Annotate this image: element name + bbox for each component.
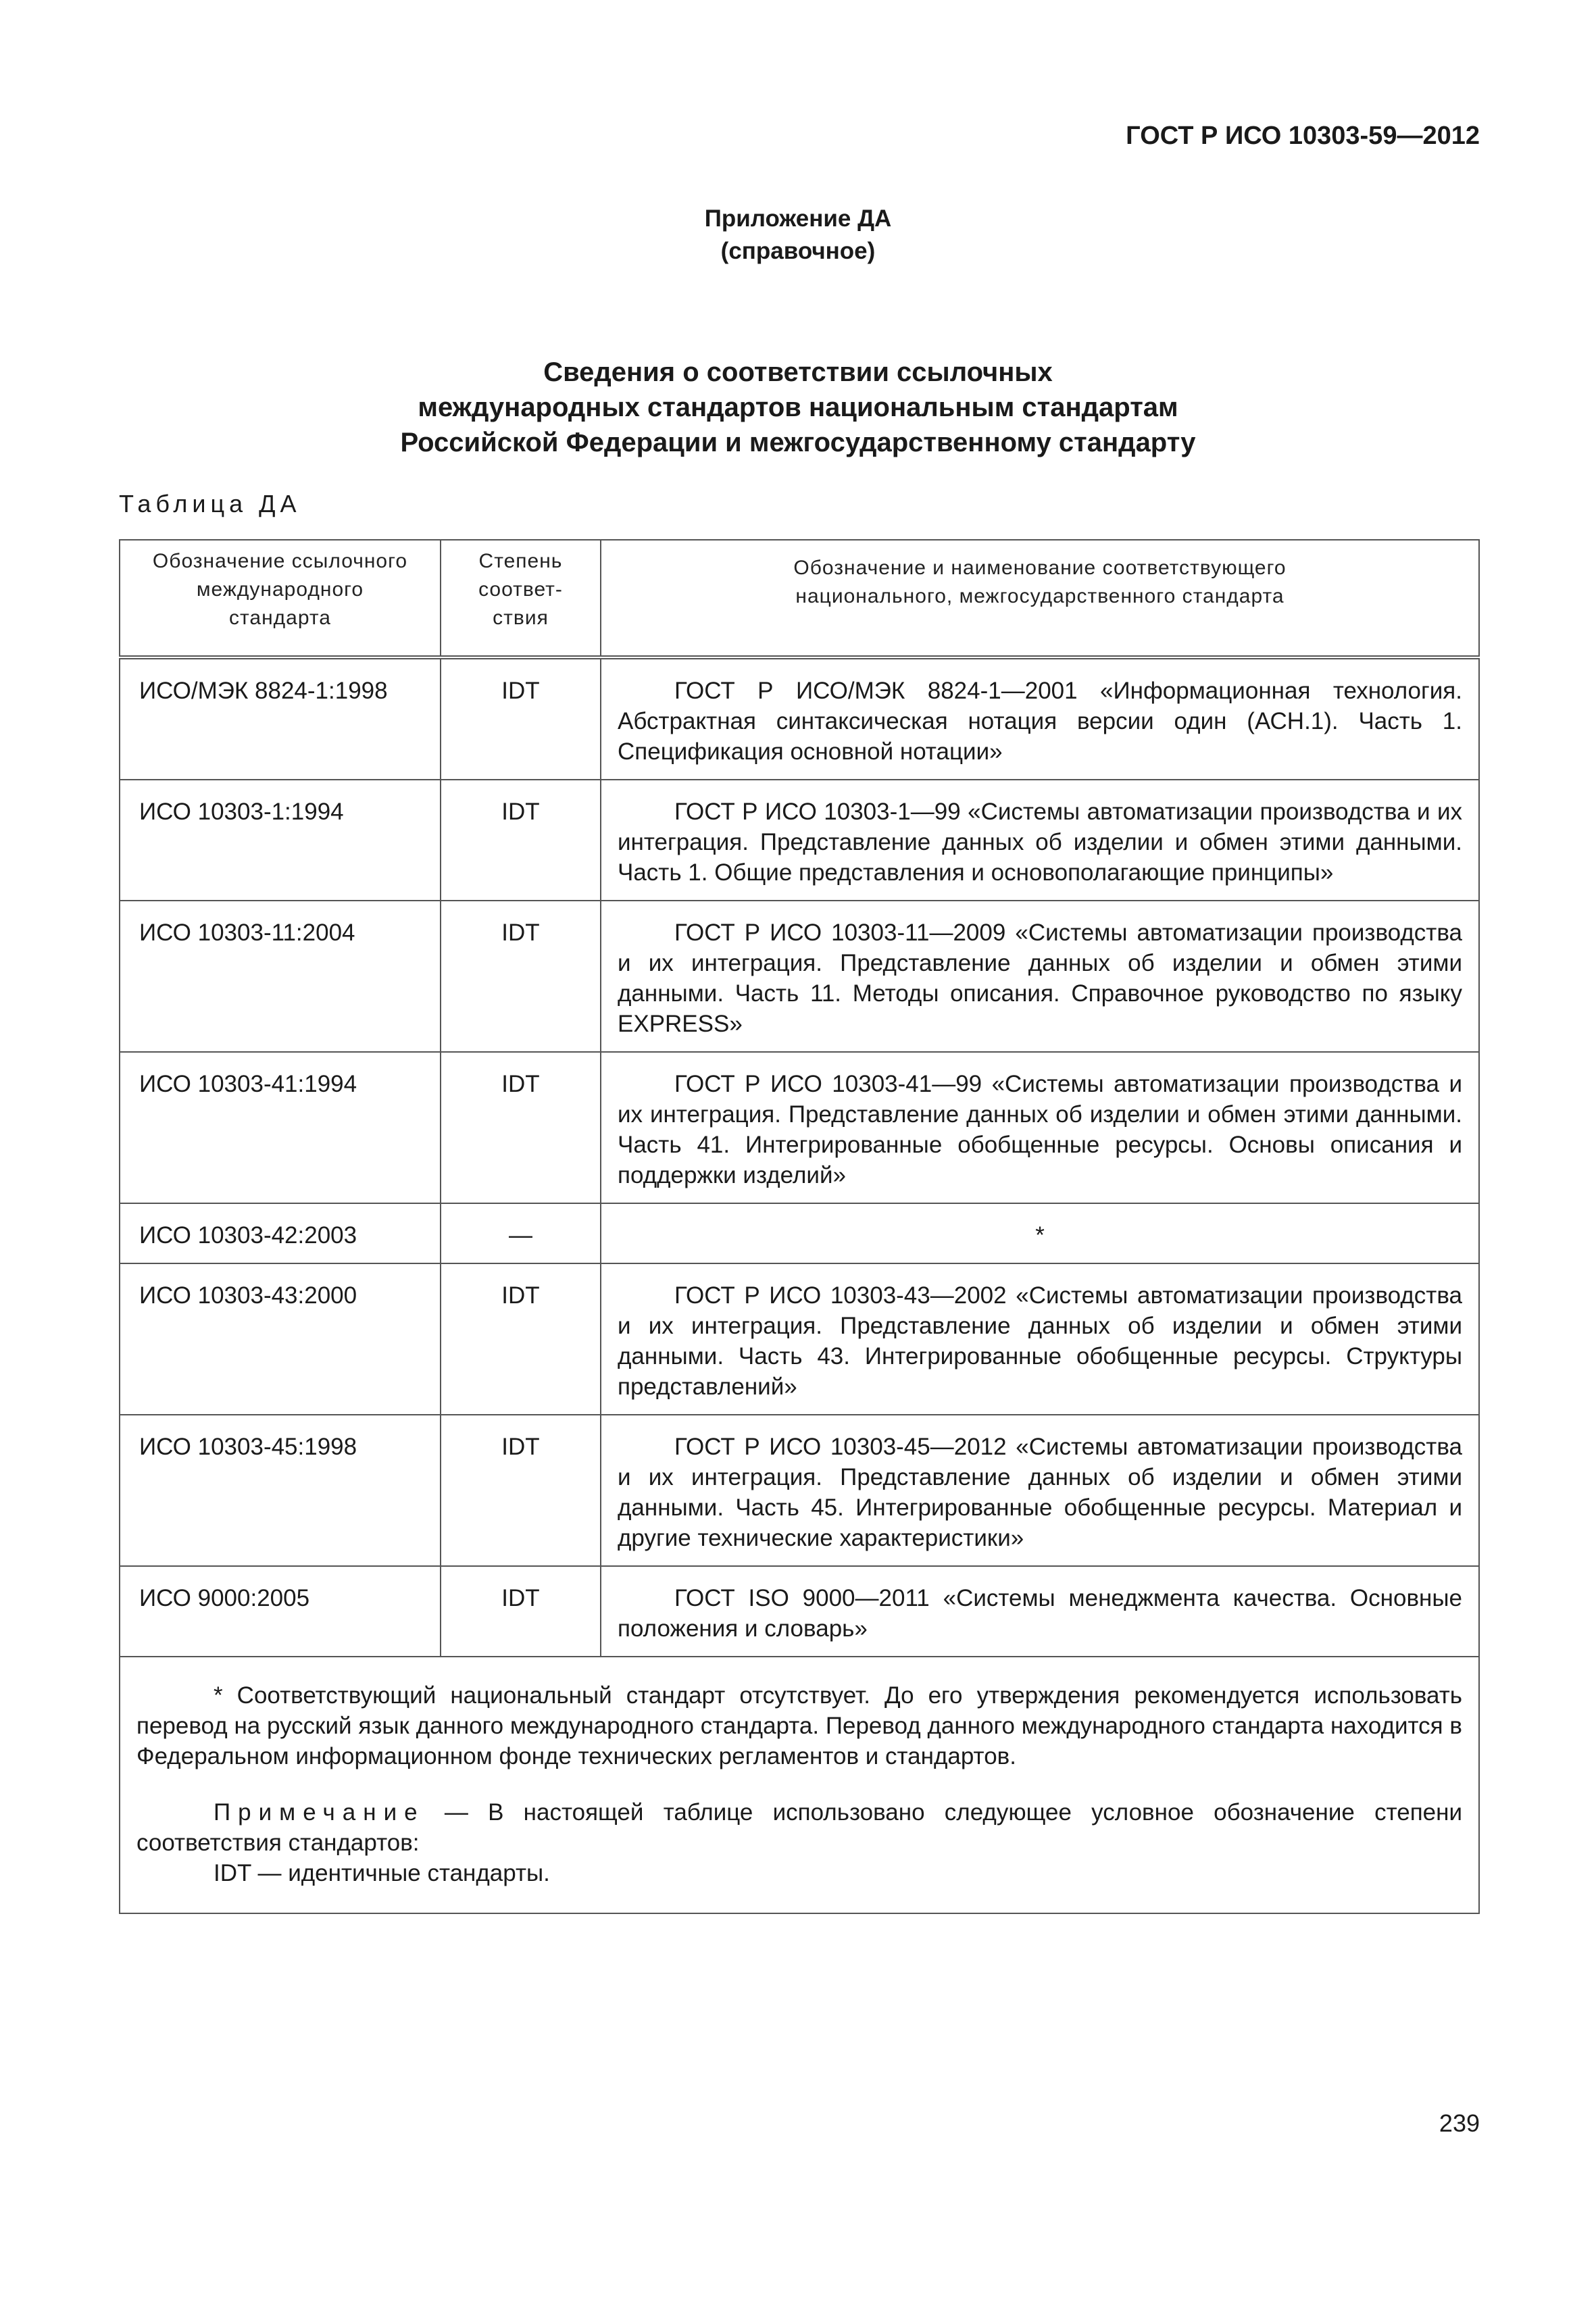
table-row: [120, 1263, 1479, 1415]
header-nat-line: Обозначение и наименование соответствующего: [793, 557, 1287, 579]
note-text: — В настоящей таблице использовано следующее условное обозначение степени соответствия стандартов:: [136, 1799, 1462, 1856]
degree-cell: IDT: [441, 1052, 601, 1203]
appendix-subtitle: (справочное): [720, 238, 876, 264]
note: [136, 1797, 1462, 1858]
table-row: [120, 657, 1479, 780]
note-label: Примечание: [214, 1799, 425, 1826]
header-deg-line: ствия: [493, 607, 549, 629]
degree-cell: IDT: [441, 901, 601, 1052]
table-row: [120, 901, 1479, 1052]
national-standard-cell: ГОСТ Р ИСО 10303-1—99 «Системы автоматизации производства и их интеграция. Представление данных об изделии и обмен этими данными. Часть 1. Общие представления и основополагающие принципы»: [601, 780, 1479, 901]
document-code: ГОСТ Р ИСО 10303-59—2012: [1126, 122, 1480, 150]
degree-cell: IDT: [441, 657, 601, 780]
header-nat-line: национального, межгосударственного стандарта: [795, 585, 1285, 607]
header-ref-line: международного: [196, 578, 364, 601]
national-standard-cell: ГОСТ ISO 9000—2011 «Системы менеджмента качества. Основные положения и словарь»: [601, 1566, 1479, 1657]
table-label: Таблица ДА: [119, 490, 301, 518]
reference-standard-cell: ИСО 10303-11:2004: [120, 901, 441, 1052]
header-degree: [441, 540, 601, 657]
header-deg-line: Степень: [478, 550, 563, 572]
reference-standard-cell: ИСО 10303-43:2000: [120, 1263, 441, 1415]
section-title: [0, 355, 1596, 460]
reference-standard-cell: ИСО 10303-45:1998: [120, 1415, 441, 1566]
header-ref-line: Обозначение ссылочного: [152, 550, 408, 572]
reference-standard-cell: ИСО 10303-41:1994: [120, 1052, 441, 1203]
reference-standard-cell: ИСО 10303-1:1994: [120, 780, 441, 901]
national-standard-cell: ГОСТ Р ИСО 10303-45—2012 «Системы автоматизации производства и их интеграция. Представление данных об изделии и обмен этими данными. Часть 45. Интегрированные обобщенные ресурсы. Материал и другие технические характеристики»: [601, 1415, 1479, 1566]
table-row: [120, 1566, 1479, 1657]
degree-cell: IDT: [441, 1263, 601, 1415]
header-reference-standard: [120, 540, 441, 657]
table-header-row: [120, 540, 1479, 657]
appendix-title: Приложение ДА: [704, 205, 892, 232]
section-title-line-2: международных стандартов национальным стандартам: [418, 393, 1178, 422]
table-footer: [120, 1657, 1479, 1913]
table-row: [120, 1203, 1479, 1263]
table-footer-row: [120, 1657, 1479, 1913]
national-standard-cell: ГОСТ Р ИСО 10303-43—2002 «Системы автоматизации производства и их интеграция. Представление данных об изделии и обмен этими данными. Часть 43. Интегрированные обобщенные ресурсы. Структуры представлений»: [601, 1263, 1479, 1415]
header-national-standard: [601, 540, 1479, 657]
degree-cell: IDT: [441, 1566, 601, 1657]
note-idt-definition: IDT — идентичные стандарты.: [214, 1860, 550, 1886]
degree-cell: IDT: [441, 780, 601, 901]
degree-cell: IDT: [441, 1415, 601, 1566]
national-standard-cell: ГОСТ Р ИСО 10303-11—2009 «Системы автоматизации производства и их интеграция. Представление данных об изделии и обмен этими данными. Часть 11. Методы описания. Справочное руководство по языку EXPRESS»: [601, 901, 1479, 1052]
section-title-line-3: Российской Федерации и межгосударственному стандарту: [400, 428, 1196, 457]
footnote: * Соответствующий национальный стандарт отсутствует. До его утверждения рекомендуется использовать перевод на русский язык данного международного стандарта. Перевод данного международного стандарта находится в Федеральном информационном фонде технических регламентов и стандартов.: [136, 1682, 1462, 1769]
reference-standard-cell: ИСО 9000:2005: [120, 1566, 441, 1657]
correspondence-table: [119, 539, 1480, 1914]
table-row: [120, 780, 1479, 901]
degree-cell: —: [441, 1203, 601, 1263]
national-standard-cell: ГОСТ Р ИСО/МЭК 8824-1—2001 «Информационная технология. Абстрактная синтаксическая нотация версии один (АСН.1). Часть 1. Спецификация основной нотации»: [601, 657, 1479, 780]
header-ref-line: стандарта: [229, 607, 331, 629]
reference-standard-cell: ИСО 10303-42:2003: [120, 1203, 441, 1263]
page-number: 239: [1439, 2109, 1480, 2137]
header-deg-line: соответ-: [478, 578, 563, 601]
reference-standard-cell: ИСО/МЭК 8824-1:1998: [120, 657, 441, 780]
national-standard-cell: ГОСТ Р ИСО 10303-41—99 «Системы автоматизации производства и их интеграция. Представление данных об изделии и обмен этими данными. Часть 41. Интегрированные обобщенные ресурсы. Основы описания и поддержки изделий»: [601, 1052, 1479, 1203]
table-row: [120, 1052, 1479, 1203]
appendix-heading: [0, 203, 1596, 268]
table-row: [120, 1415, 1479, 1566]
section-title-line-1: Сведения о соответствии ссылочных: [543, 357, 1053, 387]
national-standard-cell: *: [601, 1203, 1479, 1263]
